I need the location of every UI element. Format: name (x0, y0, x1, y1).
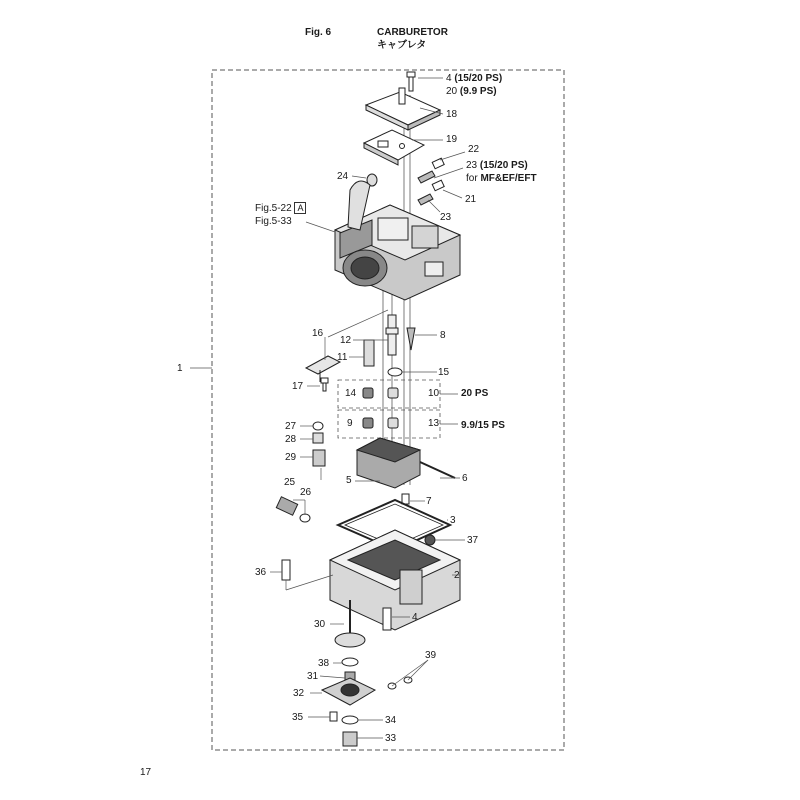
float-5 (357, 438, 455, 488)
callout-33: 33 (385, 733, 397, 744)
callout-26: 26 (300, 487, 312, 498)
variant-label-9915ps: 9.9/15 PS (461, 420, 505, 431)
plug-37 (425, 535, 435, 545)
callout-2: 2 (454, 570, 460, 581)
callout-29: 29 (285, 452, 297, 463)
callout-37: 37 (467, 535, 479, 546)
jet-11 (364, 340, 374, 366)
callout-11: 11 (337, 352, 348, 363)
plate-18 (366, 88, 440, 130)
valve-29 (313, 450, 325, 466)
callout-17: 17 (292, 381, 304, 392)
figure-title-japanese: キャブレタ (377, 40, 427, 51)
ref-fig-5-33: Fig.5-33 (255, 216, 292, 227)
callout-18: 18 (446, 109, 458, 120)
callout-39: 39 (425, 650, 437, 661)
callout-3: 3 (450, 515, 456, 526)
variant-label-20ps: 20 PS (461, 388, 489, 399)
oring-38 (342, 658, 358, 666)
callout-7: 7 (426, 496, 432, 507)
callout-23: 23 (15/20 PS) (466, 160, 528, 171)
callout-20: 20 (9.9 PS) (446, 86, 497, 97)
callout-6: 6 (462, 473, 468, 484)
figure-title: CARBURETOR (377, 27, 448, 38)
plug-33 (343, 732, 357, 746)
callout-36: 36 (255, 567, 267, 578)
callout-34: 34 (385, 715, 397, 726)
plate-19 (364, 130, 424, 165)
callout-23b: 23 (440, 212, 452, 223)
callout-10: 10 (428, 388, 440, 399)
callout-1: 1 (177, 363, 183, 374)
screw-25 (276, 497, 297, 515)
callout-15: 15 (438, 367, 450, 378)
callout-22: 22 (468, 144, 480, 155)
top-screw-4 (407, 72, 415, 91)
callout-4b: 4 (412, 612, 418, 623)
callout-25: 25 (284, 477, 296, 488)
callout-28: 28 (285, 434, 297, 445)
callout-23-models: for MF&EF/EFT (466, 173, 537, 184)
callout-27: 27 (285, 421, 297, 432)
needle-8 (407, 328, 415, 350)
callout-14: 14 (345, 388, 357, 399)
washer-15 (388, 368, 402, 376)
ref-box-a: A (294, 202, 306, 214)
callout-8: 8 (440, 330, 446, 341)
ref-fig-5-22: Fig.5-22 A (255, 203, 306, 214)
washer-39 (388, 677, 412, 689)
callout-16: 16 (312, 328, 324, 339)
jet-12 (386, 315, 398, 355)
cover-32 (322, 678, 375, 705)
screw-4b (383, 608, 391, 630)
page-number: 17 (140, 767, 152, 778)
figure-number: Fig. 6 (305, 27, 332, 38)
callout-30: 30 (314, 619, 326, 630)
carburetor-body (335, 181, 460, 300)
callout-24: 24 (337, 171, 349, 182)
screw-35 (330, 712, 337, 721)
callout-5: 5 (346, 475, 352, 486)
callout-9: 9 (347, 418, 353, 429)
callout-4: 4 (15/20 PS) (446, 73, 503, 84)
callout-19: 19 (446, 134, 458, 145)
screw-17 (321, 378, 328, 391)
plug-36 (282, 560, 290, 580)
callout-38: 38 (318, 658, 330, 669)
callout-13: 13 (428, 418, 440, 429)
callout-35: 35 (292, 712, 304, 723)
clip-27 (313, 422, 323, 430)
screw-7 (402, 494, 409, 504)
callout-12: 12 (340, 335, 352, 346)
callout-21: 21 (465, 194, 477, 205)
screws-22-23 (418, 158, 444, 205)
callout-32: 32 (293, 688, 305, 699)
oring-26 (300, 514, 310, 522)
seal-28 (313, 433, 323, 443)
washer-34 (342, 716, 358, 724)
callout-31: 31 (307, 671, 319, 682)
